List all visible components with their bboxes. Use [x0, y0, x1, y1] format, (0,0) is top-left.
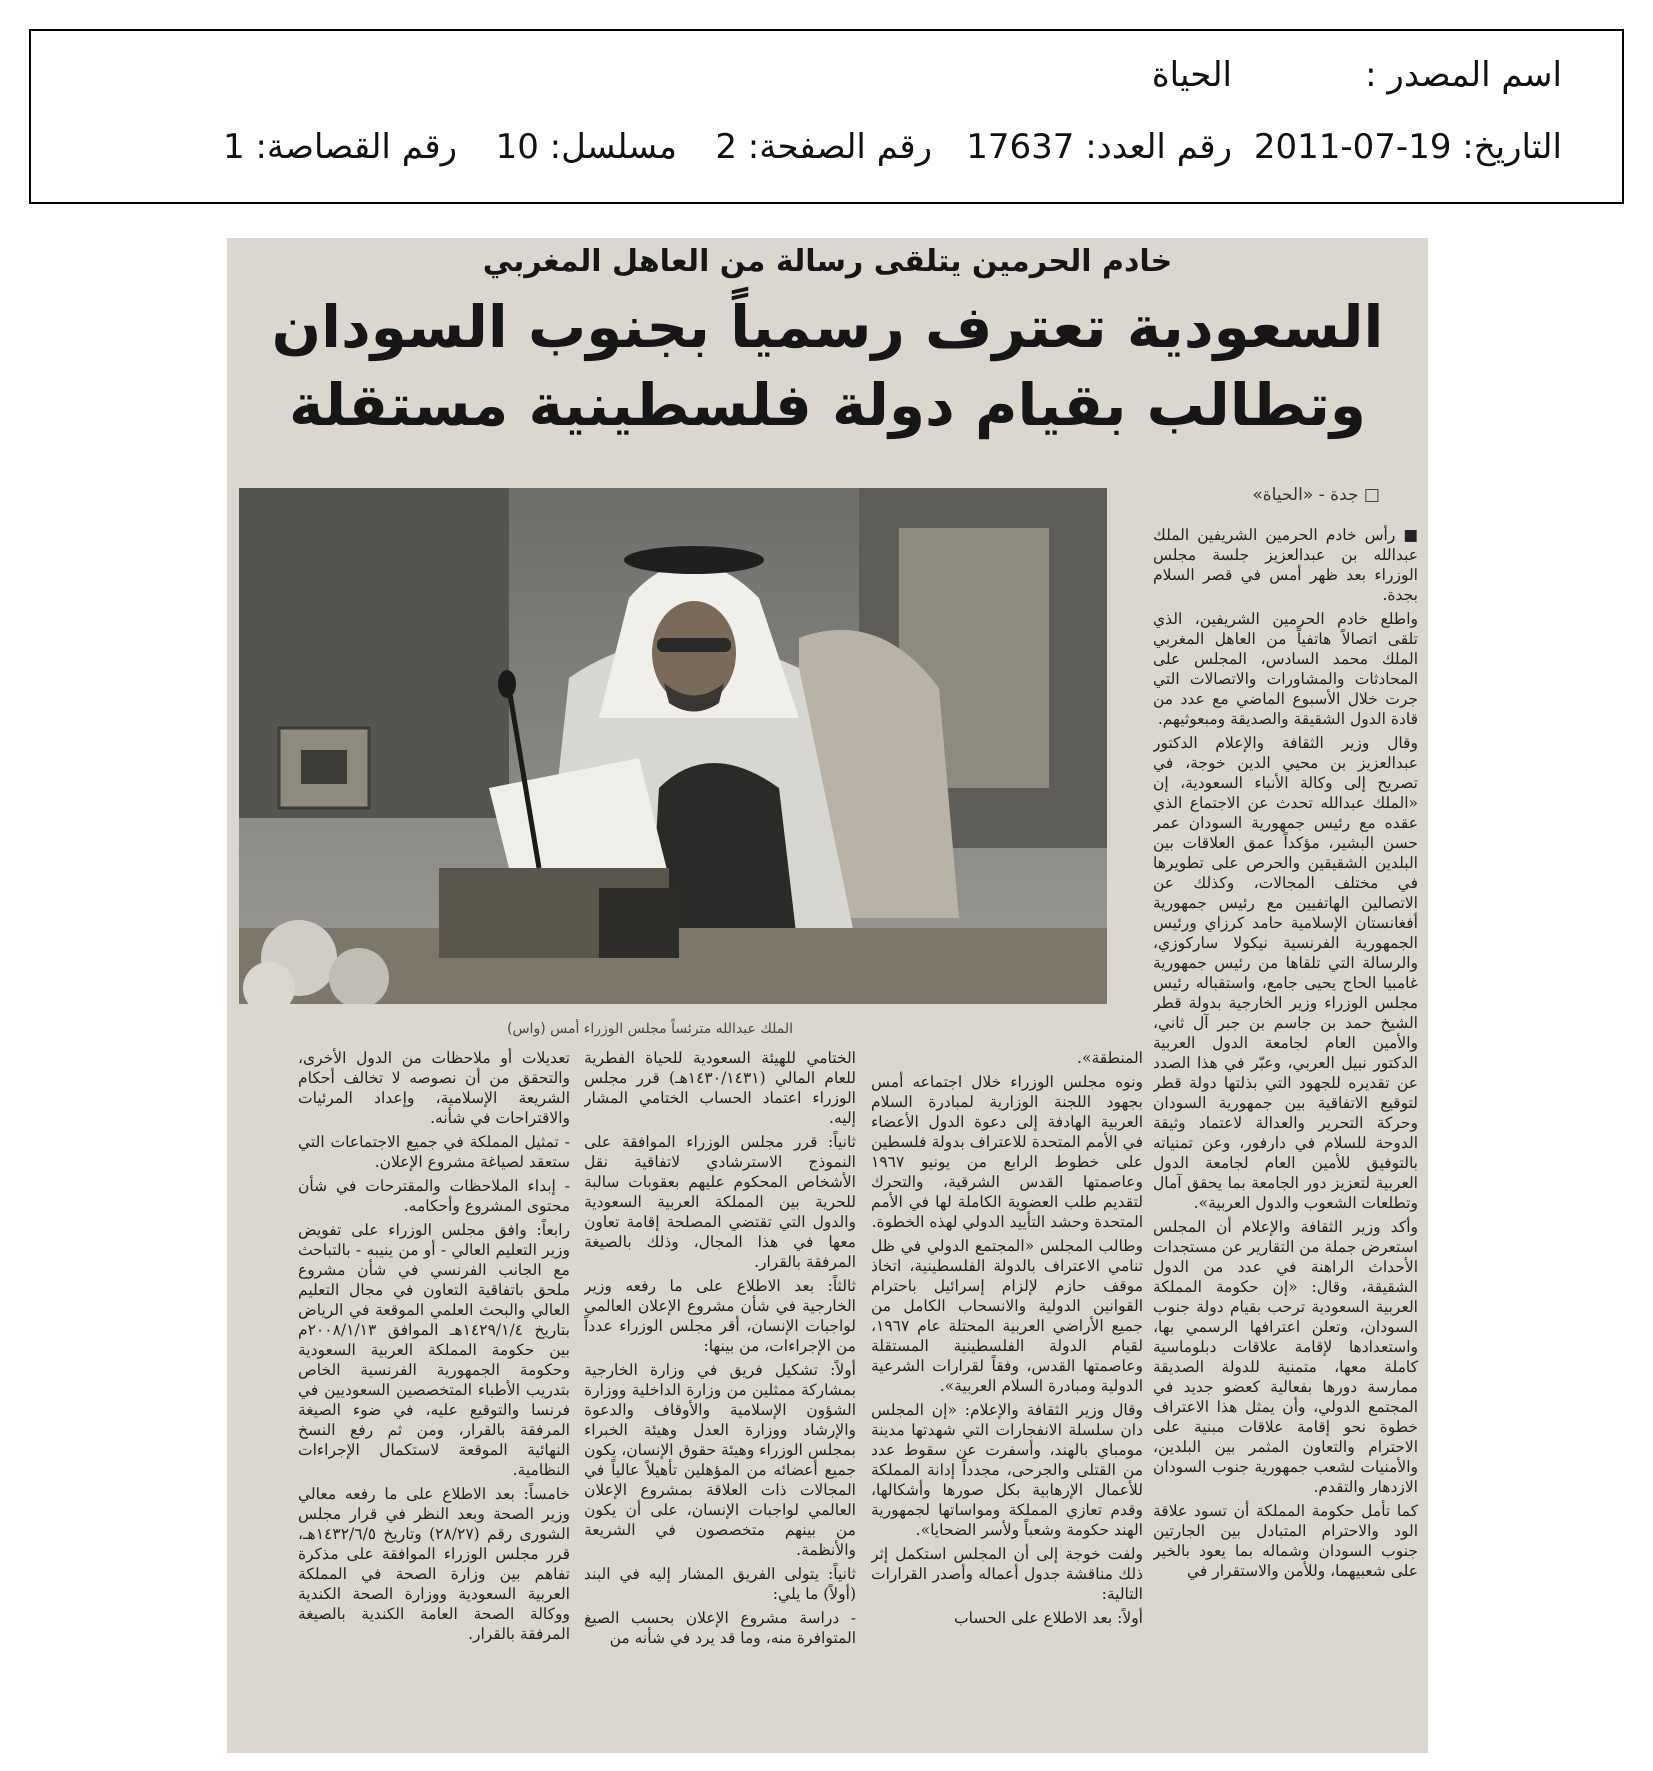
- paragraph: واطلع خادم الحرمين الشريفين، الذي تلقى اتصالاً هاتفياً من العاهل المغربي الملك محمد السادس، المجلس على المحادثات والمشاورات والاتصالات التي جرت خلال الأسبوع الماضي مع عدد من قادة الدول الشقيقة والصديقة ومبعوثيهم.: [1153, 610, 1418, 728]
- main-headline-line-2: وتطالب بقيام دولة فلسطينية مستقلة: [289, 371, 1366, 439]
- main-headline-line-1: السعودية تعترف رسمياً بجنوب السودان: [271, 293, 1384, 361]
- paragraph: المنطقة».: [1077, 1049, 1143, 1067]
- paragraph: ثانياً: قرر مجلس الوزراء الموافقة على النموذج الاسترشادي لاتفاقية نقل الأشخاص المحكوم عليهم بعقوبات سالبة للحرية بين المملكة العربية السعودية والدول التي تقتضي المصلحة إقامة تعاون معها في هذا المجال، وذلك بالصيغة المرفقة بالقرار.: [584, 1133, 856, 1271]
- article-column-2: [871, 1048, 1143, 1738]
- paragraph: - دراسة مشروع الإعلان بحسب الصيغ المتوافرة منه، وما قد يرد في شأنه من: [584, 1609, 856, 1647]
- paragraph: ثالثاً: بعد الاطلاع على ما رفعه وزير الخارجية في شأن مشروع الإعلان العالمي لواجبات الإنسان، أقر مجلس الوزراء عدداً من الإجراءات، من بينها:: [584, 1277, 856, 1355]
- source-label: اسم المصدر :: [1365, 55, 1562, 95]
- article-column-4: [298, 1048, 570, 1738]
- paragraph: أولاً: تشكيل فريق في وزارة الخارجية بمشاركة ممثلين من وزارة الداخلية ووزارة الشؤون الإسلامية والأوقاف والدعوة والإرشاد ووزارة العدل وهيئة الخبراء بمجلس الوزراء وهيئة حقوق الإنسان، يكون جميع أعضائه من المؤهلين تأهيلاً عالياً في المجالات ذات العلاقة بمشروع الإعلان العالمي لواجبات الإنسان، على أن يكون من بينهم متخصصون في الشريعة والأنظمة.: [584, 1361, 856, 1559]
- page-field: رقم الصفحة: 2: [715, 127, 932, 167]
- paragraph: ■ رأس خادم الحرمين الشريفين الملك عبدالله بن عبدالعزيز جلسة مجلس الوزراء بعد ظهر أمس في قصر السلام بجدة.: [1153, 526, 1418, 604]
- photo-illustration: [239, 488, 1107, 1004]
- paragraph: أولاً: بعد الاطلاع على الحساب: [954, 1609, 1143, 1627]
- clipping-header: [29, 29, 1624, 204]
- paragraph: وقال وزير الثقافة والإعلام: «إن المجلس دان سلسلة الانفجارات التي شهدتها مدينة مومباي بالهند، وأسفرت عن سقوط عدد من القتلى والجرحى، مجدداً إدانة المملكة للأعمال الإرهابية بكل صورها وأشكالها، وقدم تعازي المملكة ومواساتها لجمهورية الهند حكومة وشعباً ولأسر الضحايا».: [871, 1401, 1143, 1539]
- dateline: □ جدة - «الحياة»: [1252, 485, 1380, 505]
- newspaper-clipping: [227, 238, 1428, 1753]
- paragraph: الختامي للهيئة السعودية للحياة الفطرية للعام المالي (١٤٣٠/١٤٣١هـ) قرر مجلس الوزراء اعتماد الحساب الختامي المشار إليه.: [584, 1049, 856, 1127]
- paragraph: كما تأمل حكومة المملكة أن تسود علاقة الود والاحترام المتبادل بين الجارتين جنوب السودان وشماله بما يعود بالخير على شعبيهما، وللأمن والاستقرار في: [1153, 1502, 1418, 1580]
- paragraph: - تمثيل المملكة في جميع الاجتماعات التي ستعقد لصياغة مشروع الإعلان.: [298, 1133, 570, 1171]
- paragraph: تعديلات أو ملاحظات من الدول الأخرى، والتحقق من أن نصوصه لا تخالف أحكام الشريعة الإسلامية، وإعداد المرئيات والاقتراحات في شأنه.: [298, 1049, 570, 1127]
- paragraph: - إبداء الملاحظات والمقترحات في شأن محتوى المشروع وأحكامه.: [298, 1177, 570, 1215]
- article-column-3: [584, 1048, 856, 1738]
- paragraph: وطالب المجلس «المجتمع الدولي في ظل تنامي الاعتراف بالدولة الفلسطينية، اتخاذ موقف حازم لإلزام إسرائيل باحترام القوانين الدولية والانسحاب الكامل من جميع الأراضي العربية المحتلة عام ١٩٦٧، لقيام الدولة الفلسطينية المستقلة وعاصمتها القدس، وفقاً لقرارات الشرعية الدولية ومبادرة السلام العربية».: [871, 1237, 1143, 1395]
- paragraph: وأكد وزير الثقافة والإعلام أن المجلس استعرض جملة من التقارير عن مستجدات الأحداث الراهنة في عدد من الدول الشقيقة، وقال: «إن حكومة المملكة العربية السعودية ترحب بقيام دولة جنوب السودان، وتعلن اعترافها الرسمي بها، واستعدادها لإقامة علاقات دبلوماسية كاملة معها، متمنية للدولة الصديقة ممارسة دورها بفعالية كعضو جديد في المجتمع الدولي، وأن يمثل هذا الاعتراف خطوة نحو إقامة علاقات مبنية على الاحترام والتعاون المثمر بين البلدين، والأمنيات لشعب جمهورية جنوب السودان الازدهار والتقدم.: [1153, 1218, 1418, 1496]
- paragraph: ولفت خوجة إلى أن المجلس استكمل إثر ذلك مناقشة جدول أعماله وأصدر القرارات التالية:: [871, 1545, 1143, 1603]
- kicker-headline: خادم الحرمين يتلقى رسالة من العاهل المغربي: [482, 244, 1173, 279]
- date-field: التاريخ: 19-07-2011: [1253, 127, 1562, 167]
- photo-caption: الملك عبدالله مترئساً مجلس الوزراء أمس (واس): [507, 1021, 794, 1037]
- serial-field: مسلسل: 10: [495, 127, 677, 167]
- article-column-1: [1153, 525, 1418, 1740]
- issue-field: رقم العدد: 17637: [966, 127, 1232, 167]
- source-value: الحياة: [1151, 55, 1232, 95]
- paragraph: ثانياً: يتولى الفريق المشار إليه في البند (أولاً) ما يلي:: [584, 1565, 856, 1603]
- clip-number-field: رقم القصاصة: 1: [223, 127, 457, 167]
- news-photo: [239, 488, 1107, 1004]
- paragraph: ونوه مجلس الوزراء خلال اجتماعه أمس بجهود اللجنة الوزارية لمبادرة السلام العربية الهادفة إلى دعوة الدول الأعضاء في الأمم المتحدة للاعتراف بدولة فلسطين على خطوط الرابع من يونيو ١٩٦٧ وعاصمتها القدس الشرقية، والتحرك لتقديم طلب العضوية الكاملة لها في الأمم المتحدة وحشد التأييد الدولي لهذه الخطوة.: [871, 1073, 1143, 1231]
- paragraph: وقال وزير الثقافة والإعلام الدكتور عبدالعزيز بن محيي الدين خوجة، في تصريح إلى وكالة الأنباء السعودية، إن «الملك عبدالله تحدث عن الاجتماع الذي عقده مع رئيس جمهورية السودان عمر حسن البشير، مؤكداً عمق العلاقات بين البلدين الشقيقين والحرص على تطويرها في مختلف المجالات، وكذلك عن الاتصالين الهاتفيين مع رئيس جمهورية أفغانستان الإسلامية حامد كرزاي ورئيس الجمهورية الفرنسية نيكولا ساركوزي، والرسالة التي تلقاها من رئيس جمهورية غامبيا الحاج يحيى جامع، واستقباله رئيس مجلس الوزراء وزير الخارجية بدولة قطر الشيخ حمد بن جاسم بن جبر آل ثاني، والأمين العام لجامعة الدول العربية الدكتور نبيل العربي، وعبّر في هذا الصدد عن تقديره للجهود التي بذلتها دولة قطر لتوقيع الاتفاقية بين جمهورية السودان وحركة التحرير والعدالة لاعتماد وثيقة الدوحة للسلام في دارفور، وعن تمنياته بالتوفيق للأمين العام لجامعة الدول العربية لتعزيز دور الجامعة بما يحقق آمال وتطلعات الشعوب والدول العربية».: [1153, 734, 1418, 1212]
- paragraph: خامساً: بعد الاطلاع على ما رفعه معالي وزير الصحة وبعد النظر في قرار مجلس الشورى رقم (٢٨/٢٧) وتاريخ ١٤٣٢/٦/٥هـ، قرر مجلس الوزراء الموافقة على مذكرة تفاهم بين وزارة الصحة في المملكة العربية السعودية ووزارة الصحة الكندية ووكالة الصحة العامة الكندية بالصيغة المرفقة بالقرار.: [298, 1485, 570, 1643]
- paragraph: رابعاً: وافق مجلس الوزراء على تفويض وزير التعليم العالي - أو من ينيبه - بالتباحث مع الجانب الفرنسي في شأن مشروع ملحق باتفاقية التعاون في مجال التعليم العالي والبحث العلمي الموقعة في الرياض بتاريخ ١٤٢٩/١/٤هـ الموافق ٢٠٠٨/١/١٣م بين حكومة المملكة العربية السعودية وحكومة الجمهورية الفرنسية الخاص بتدريب الأطباء المتخصصين السعوديين في فرنسا والتوقيع عليه، في ضوء الصيغة المرفقة بالقرار، ومن ثم رفع النسخ النهائية الموقعة لاستكمال الإجراءات النظامية.: [298, 1221, 570, 1479]
